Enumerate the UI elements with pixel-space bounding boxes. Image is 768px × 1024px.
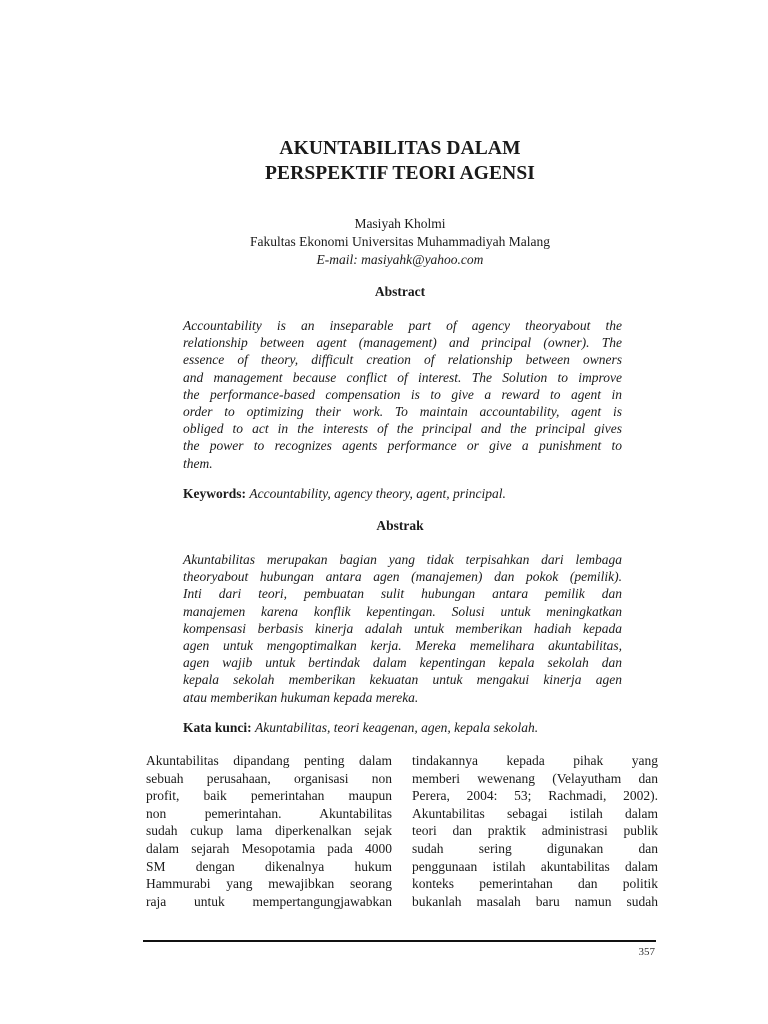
keywords-label: Keywords:: [183, 486, 246, 501]
keywords-value: Accountability, agency theory, agent, principal.: [249, 486, 506, 501]
author-name: Masiyah Kholmi: [354, 216, 446, 231]
body-line: profit, baik pemerintahan maupun: [146, 788, 392, 804]
abstract-text: [183, 317, 622, 472]
abstract-line: and management because conflict of interest. The Solution to improve: [183, 369, 622, 385]
body-line: Akuntabilitas dipandang penting dalam: [146, 753, 392, 768]
abstrak-text: [183, 551, 622, 706]
body-line: memberi wewenang (Velayutham dan: [412, 770, 658, 786]
abstrak-line: Akuntabilitas merupakan bagian yang tidak terpisahkan dari lembaga: [183, 552, 622, 567]
body-line: sudah sering digunakan dan: [412, 840, 658, 856]
author-email: E-mail: masiyahk@yahoo.com: [316, 252, 484, 267]
body-line: non pemerintahan. Akuntabilitas: [146, 805, 392, 821]
abstract-line: the power to recognizes agents performance or give a punishment to: [183, 438, 622, 454]
body-line: sebuah perusahaan, organisasi non: [146, 770, 392, 786]
abstrak-line: manajemen karena konflik kepentingan. Solusi untuk meningkatkan: [183, 603, 622, 619]
body-column-left: [146, 752, 392, 910]
footer-divider: [143, 940, 656, 942]
abstract-line: them.: [183, 455, 213, 471]
kata-kunci: [183, 719, 622, 736]
body-line: sudah cukup lama diperkenalkan sejak: [146, 823, 392, 839]
body-line: SM dengan dikenalnya hukum: [146, 858, 392, 874]
body-line: Perera, 2004: 53; Rachmadi, 2002).: [412, 788, 658, 804]
title-line-2: PERSPEKTIF TEORI AGENSI: [265, 163, 535, 184]
abstrak-line: kepala sekolah memberikan kekuatan untuk mengakui kinerja agen: [183, 672, 622, 688]
body-column-right: [412, 752, 658, 910]
body-line: konteks pemerintahan dan politik: [412, 876, 658, 892]
body-line: penggunaan istilah akuntabilitas dalam: [412, 858, 658, 874]
body-line: Akuntabilitas sebagai istilah dalam: [412, 805, 658, 821]
author-affiliation: Fakultas Ekonomi Universitas Muhammadiyah Malang: [250, 234, 550, 249]
abstract-line: Accountability is an inseparable part of agency theoryabout the: [183, 318, 622, 333]
abstract-line: the performance-based compensation is to give a reward to agent in: [183, 386, 622, 402]
paper-title: [0, 136, 768, 186]
abstrak-line: kompensasi berbasis kinerja adalah untuk memberikan hadiah kepada: [183, 620, 622, 636]
abstrak-line: Inti dari teori, pembuatan sulit hubungan antara pemilik dan: [183, 586, 622, 602]
abstract-line: order to optimizing their work. To maintain accountability, agent is: [183, 403, 622, 419]
page-number: 357: [638, 946, 655, 958]
abstrak-line: atau memberikan hukuman kepada mereka.: [183, 689, 419, 705]
abstract-line: essence of theory, difficult creation of relationship between owners: [183, 352, 622, 368]
abstrak-line: agen wajib untuk bertindak dalam kepentingan kepala sekolah dan: [183, 655, 622, 671]
body-line: dalam sejarah Mesopotamia pada 4000: [146, 840, 392, 856]
body-line: Hammurabi yang mewajibkan seorang: [146, 876, 392, 892]
abstrak-line: theoryabout hubungan antara agen (manajemen) dan pokok (pemilik).: [183, 569, 622, 585]
abstract-line: obliged to act in the interests of the principal and the principal gives: [183, 421, 622, 437]
body-line: bukanlah masalah baru namun sudah: [412, 893, 658, 909]
abstract-heading: Abstract: [374, 284, 426, 299]
author-block: [0, 215, 768, 269]
keywords: [183, 485, 622, 502]
kata-kunci-label: Kata kunci:: [183, 720, 252, 735]
abstrak-line: agen untuk mengoptimalkan kerja. Mereka memelihara akuntabilitas,: [183, 637, 622, 653]
title-line-1: AKUNTABILITAS DALAM: [279, 138, 521, 159]
body-line: teori dan praktik administrasi publik: [412, 823, 658, 839]
body-line: tindakannya kepada pihak yang: [412, 753, 658, 768]
kata-kunci-value: Akuntabilitas, teori keagenan, agen, kepala sekolah.: [255, 720, 539, 735]
abstrak-heading: Abstrak: [376, 518, 424, 533]
abstract-line: relationship between agent (management) and principal (owner). The: [183, 335, 622, 351]
body-line: raja untuk mempertangungjawabkan: [146, 893, 392, 909]
